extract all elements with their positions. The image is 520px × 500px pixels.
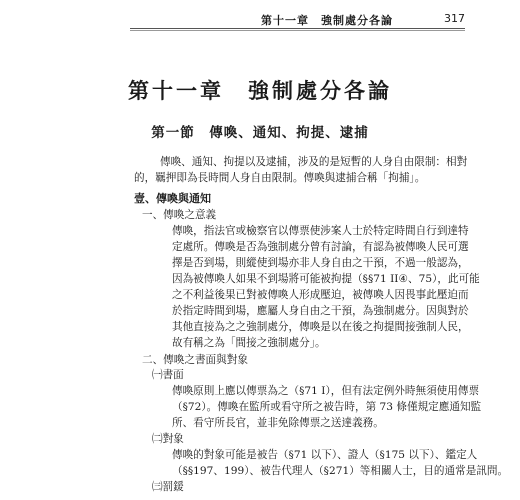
para2-line-1: 傳喚原則上應以傳票為之（§71 I），但有法定例外時無須使用傳票 xyxy=(172,385,480,397)
para3-line-2: （§§197、199）、被告代理人（§271）等相關人士，目的通常是訊問。 xyxy=(172,465,509,477)
item-targets: ㈡對象 xyxy=(152,433,184,445)
section-title: 第一節 傳喚、通知、拘提、逮捕 xyxy=(151,125,369,141)
running-header xyxy=(130,11,465,31)
intro-line-2: 的，羈押即為長時間人身自由限制。傳喚與逮捕合稱「拘捕」。 xyxy=(134,172,426,184)
para1-line-2: 定處所。傳喚是否為強制處分曾有討論，有認為被傳喚人民可選 xyxy=(172,241,469,253)
para1-line-3: 擇是否到場，則縱使到場亦非人身自由之干預，不過一般認為， xyxy=(172,257,469,269)
para1-line-5: 之不利益後果已對被傳喚人形成壓迫，被傳喚人因畏事此壓迫而 xyxy=(172,289,469,301)
header-rule xyxy=(130,28,465,29)
para1-line-7: 其他直接為之之強制處分，傳喚是以在後之拘提間接強制人民， xyxy=(172,321,469,333)
para3-line-1: 傳喚的對象可能是被告（§71 以下）、證人（§175 以下）、鑑定人 xyxy=(172,449,478,461)
para1-line-4: 因為被傳喚人如果不到場將可能被拘提（§§71 II④、75），此可能 xyxy=(172,273,480,285)
header-rule-thin xyxy=(130,30,465,31)
item-writing: ㈠書面 xyxy=(152,369,184,381)
item-fines: ㈢罰鍰 xyxy=(152,481,184,493)
para1-line-1: 傳喚，指法官或檢察官以傳票使涉案人士於特定時間自行到達特 xyxy=(172,225,469,237)
heading-summons-notice: 壹、傳喚與通知 xyxy=(134,192,211,205)
running-header-chapter: 第十一章 強制處分各論 xyxy=(261,14,393,27)
intro-line-1: 傳喚、通知、拘提以及逮捕，涉及的是短暫的人身自由限制：相對 xyxy=(160,156,468,168)
para2-line-2: （§72）。傳喚在監所或看守所之被告時，第 73 條僅規定應通知監 xyxy=(172,401,482,413)
subheading-meaning: 一、傳喚之意義 xyxy=(142,209,217,221)
page-number: 317 xyxy=(444,12,465,25)
para1-line-6: 於指定時間到場，應屬人身自由之干預，為強制處分。因與對於 xyxy=(172,305,469,317)
para1-line-8: 故有稱之為「間接之強制處分」。 xyxy=(172,337,326,349)
subheading-documents-targets: 二、傳喚之書面與對象 xyxy=(142,354,248,366)
para2-line-3: 所、看守所長官，並非免除傳票之送達義務。 xyxy=(172,417,384,429)
chapter-title: 第十一章 強制處分各論 xyxy=(128,78,392,103)
